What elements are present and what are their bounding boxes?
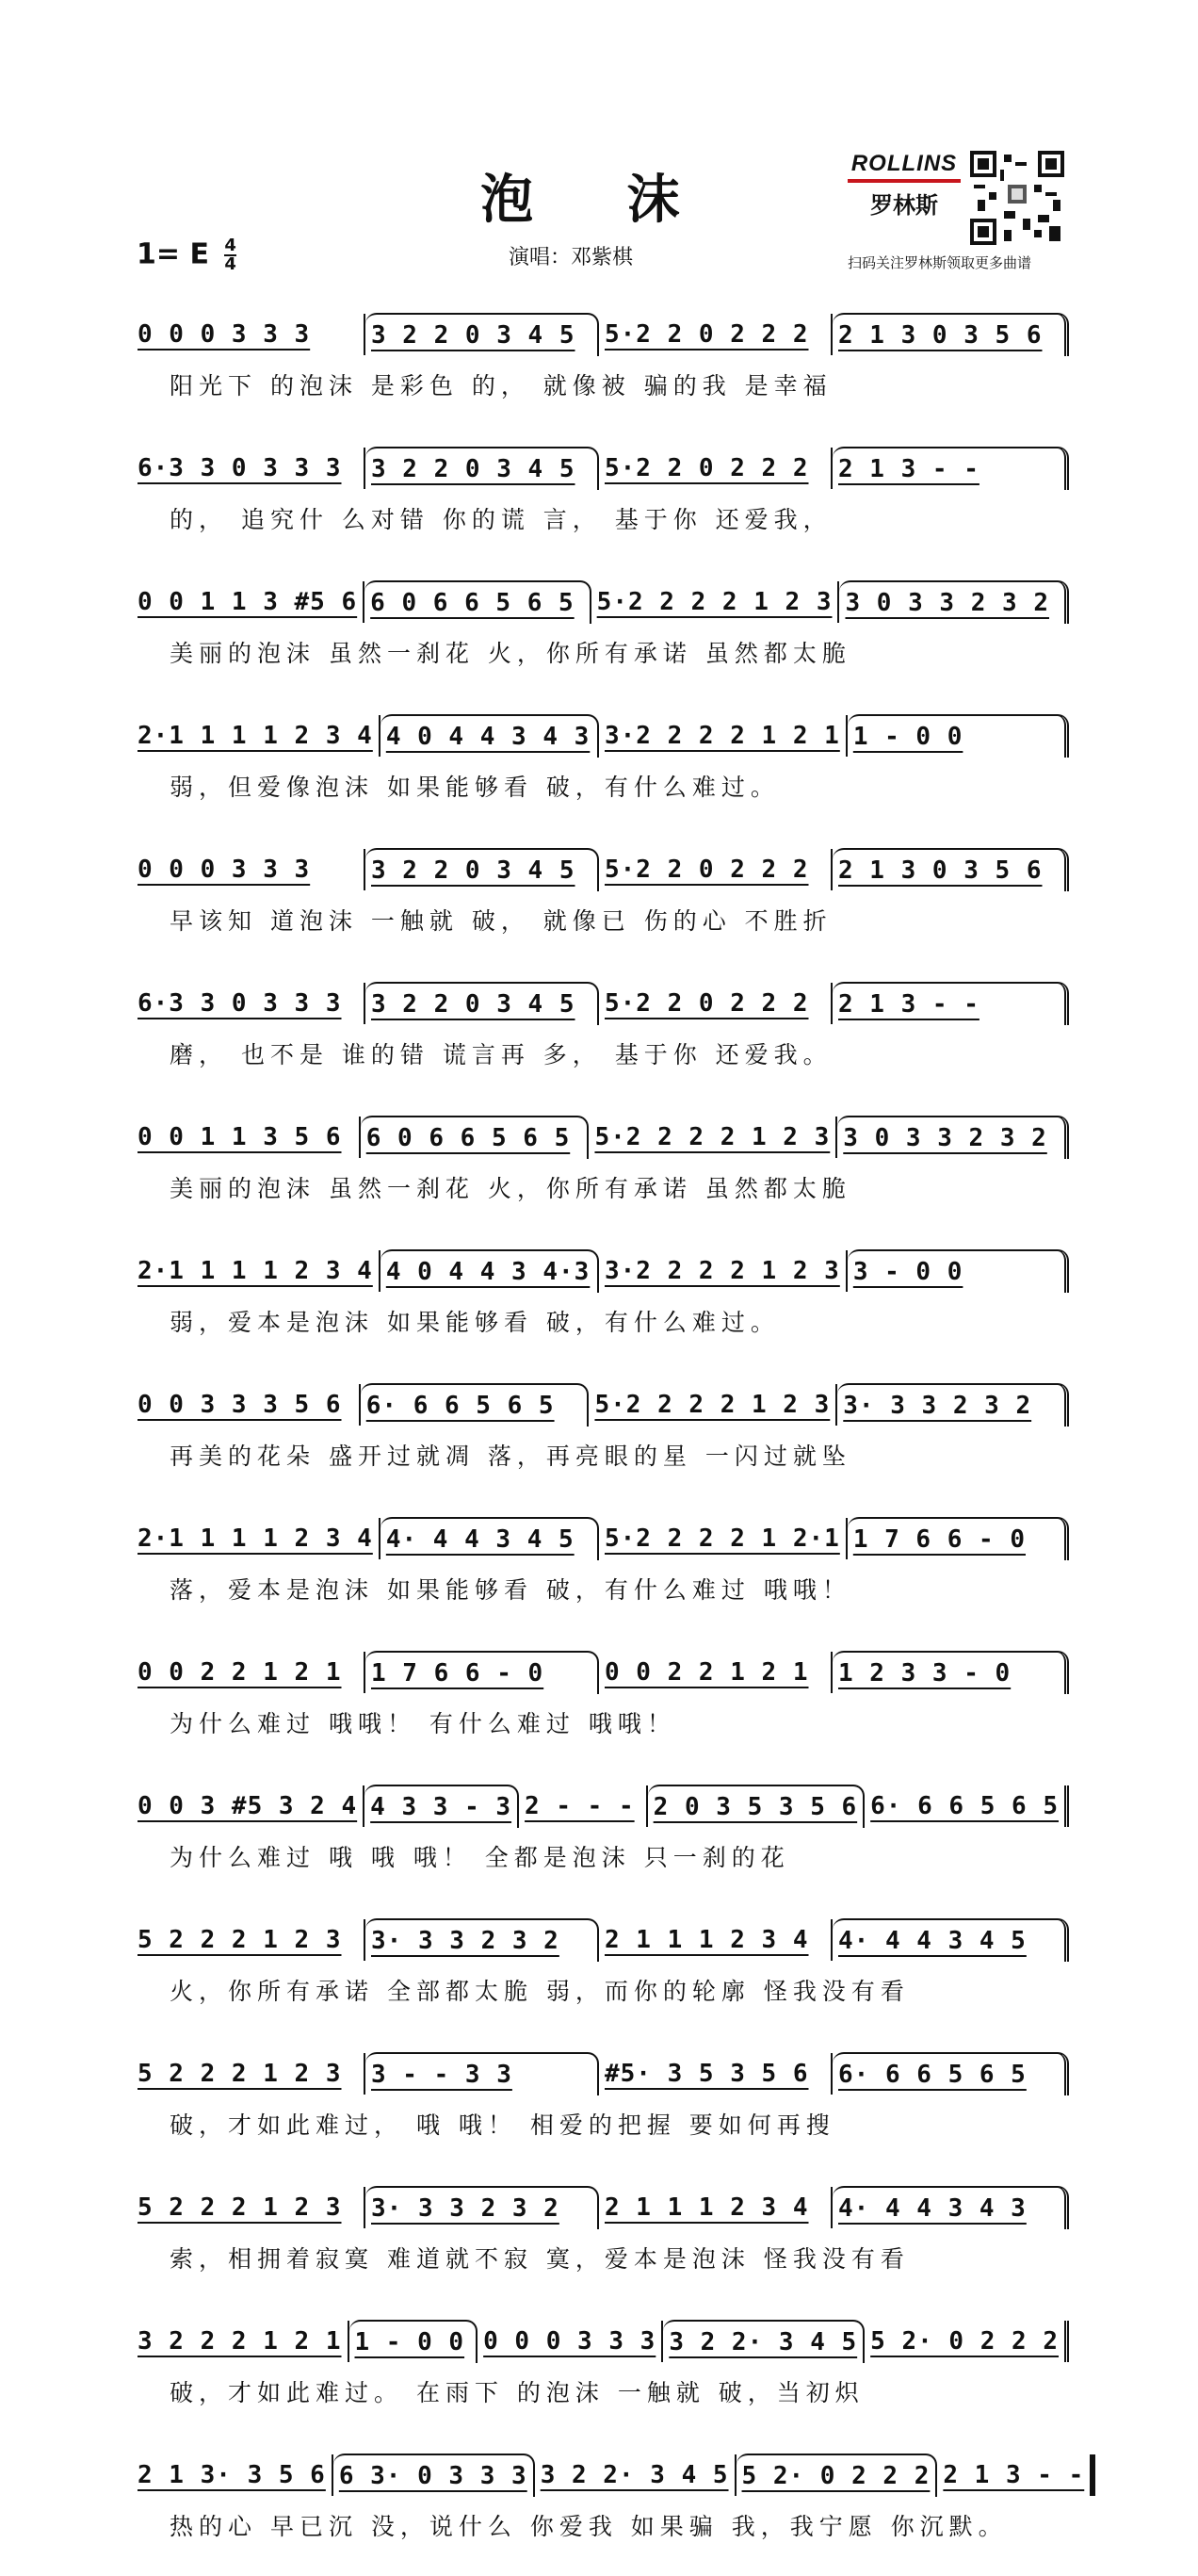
measure: 3 2 2 2 1 2 1 <box>132 2321 349 2362</box>
measure: 3 - 0 0 <box>848 1249 1069 1293</box>
measure: 4· 4 4 3 4 5 <box>380 1517 599 1560</box>
measure: 6 0 6 6 5 6 5 <box>364 580 591 624</box>
measure: 5·2 2 2 2 1 2 3 <box>589 1117 837 1158</box>
measure: 5·2 2 2 2 1 2·1 <box>599 1518 848 1559</box>
measure: 0 0 0 3 3 3 <box>132 849 365 890</box>
score-row <box>132 2442 1085 2576</box>
measure: 6·3 3 0 3 3 3 <box>132 448 365 489</box>
measure: 6 0 6 6 5 6 5 <box>361 1116 590 1159</box>
measure: 0 0 0 3 3 3 <box>478 2321 663 2362</box>
notes-line <box>132 2050 1069 2097</box>
measure: 3 - - 3 3 <box>365 2052 599 2095</box>
measure: 3 2 2· 3 4 5 <box>535 2454 737 2496</box>
measure: 3· 3 3 2 3 2 <box>365 1918 599 1962</box>
measure: 0 0 3 3 3 5 6 <box>132 1384 361 1426</box>
score-row <box>132 1372 1069 1506</box>
promo-caption: 扫码关注罗林斯领取更多曲谱 <box>848 254 1032 271</box>
lyric-line: 落，爱本是泡沫 如果能够看 破，有什么难过 哦哦！ <box>170 1576 851 1604</box>
lyric-line: 为什么难过 哦哦！ 有什么难过 哦哦！ <box>170 1710 676 1737</box>
notes-line <box>132 2452 1085 2499</box>
lyric-line: 破，才如此难过。 在雨下 的泡沫 一触就 破，当初炽 <box>170 2379 865 2406</box>
measure: 5·2 2 0 2 2 2 <box>599 983 833 1024</box>
measure: 2 1 3 0 3 5 6 <box>833 848 1069 891</box>
score-row <box>132 2175 1069 2308</box>
page-title: 泡 沫 <box>480 169 718 231</box>
measure: 0 0 2 2 1 2 1 <box>132 1652 365 1693</box>
lyric-line: 阳光下 的泡沫 是彩色 的， 就像被 骗的我 是幸福 <box>170 372 833 399</box>
lyric-line: 磨， 也不是 谁的错 谎言再 多， 基于你 还爱我。 <box>170 1041 833 1068</box>
score-row <box>132 1238 1069 1372</box>
lyric-line: 美丽的泡沫 虽然一刹花 火，你所有承诺 虽然都太脆 <box>170 640 851 667</box>
notes-line <box>132 1916 1069 1964</box>
notes-line <box>132 1381 1069 1428</box>
notes-line <box>132 1247 1069 1295</box>
measure: 2 1 3· 3 5 6 <box>132 2454 333 2496</box>
measure: 4 0 4 4 3 4·3 <box>380 1249 599 1293</box>
score-row <box>132 1773 1069 1907</box>
measure: 5·2 2 0 2 2 2 <box>599 314 833 355</box>
measure: 3 2 2 0 3 4 5 <box>365 982 599 1025</box>
measure: 3 2 2 0 3 4 5 <box>365 447 599 490</box>
measure: 1 2 3 3 - 0 <box>833 1651 1069 1694</box>
measure: 4· 4 4 3 4 3 <box>833 2186 1069 2229</box>
measure: 3 2 2 0 3 4 5 <box>365 313 599 356</box>
lyric-line: 再美的花朵 盛开过就凋 落，再亮眼的星 一闪过就坠 <box>170 1443 851 1470</box>
score-row <box>132 302 1069 435</box>
measure: 6· 6 6 5 6 5 <box>833 2052 1069 2095</box>
notes-line <box>132 712 1069 759</box>
logo-wordmark: ROLLINS <box>848 151 961 183</box>
measure: 2 1 3 - - <box>833 982 1069 1025</box>
notes-line <box>132 1783 1069 1830</box>
measure: 5 2 2 2 1 2 3 <box>132 1919 365 1961</box>
notes-line <box>132 445 1069 492</box>
singer-credit: 演唱：邓紫棋 <box>509 246 634 269</box>
key-signature <box>137 237 236 273</box>
measure: 1 - 0 0 <box>349 2320 478 2363</box>
measure: 1 7 6 6 - 0 <box>848 1517 1069 1560</box>
measure: 3 2 2 0 3 4 5 <box>365 848 599 891</box>
measure: 2 1 3 - - <box>937 2454 1095 2496</box>
measure: 6· 6 6 5 6 5 <box>361 1383 590 1427</box>
measure: 3 0 3 3 2 3 2 <box>837 1116 1069 1159</box>
lyric-line: 弱，爱本是泡沫 如果能够看 破，有什么难过。 <box>170 1309 780 1336</box>
score-row <box>132 703 1069 837</box>
measure: 4 0 4 4 3 4 3 <box>380 714 599 758</box>
measure: 5·2 2 2 2 1 2 3 <box>591 581 840 623</box>
notes-line <box>132 1515 1069 1562</box>
measure: 5·2 2 0 2 2 2 <box>599 849 833 890</box>
measure: 2 0 3 5 3 5 6 <box>648 1785 866 1828</box>
notes-line <box>132 1114 1069 1161</box>
measure: 5 2· 0 2 2 2 <box>865 2321 1069 2362</box>
score-row <box>132 435 1069 569</box>
measure: 1 7 6 6 - 0 <box>365 1651 599 1694</box>
notes-line <box>132 2184 1069 2231</box>
measure: 2·1 1 1 1 2 3 4 <box>132 1250 380 1292</box>
lyric-line: 火，你所有承诺 全部都太脆 弱，而你的轮廓 怪我没有看 <box>170 1978 910 2005</box>
notes-line <box>132 2318 1069 2365</box>
measure: 6 3· 0 3 3 3 <box>333 2454 535 2497</box>
time-numerator: 4 <box>224 236 236 255</box>
measure: 2·1 1 1 1 2 3 4 <box>132 715 380 757</box>
lyric-line: 弱，但爱像泡沫 如果能够看 破，有什么难过。 <box>170 774 780 801</box>
score-row <box>132 1104 1069 1238</box>
lyric-line: 破，才如此难过， 哦 哦！ 相爱的把握 要如何再搜 <box>170 2111 835 2139</box>
logo-chinese-name: 罗林斯 <box>870 192 938 219</box>
measure: 5 2· 0 2 2 2 <box>737 2454 938 2497</box>
measure: 3· 3 3 2 3 2 <box>837 1383 1069 1427</box>
lyric-line: 早该知 道泡沫 一触就 破， 就像已 伤的心 不胜折 <box>170 907 833 935</box>
jianpu-score <box>132 302 1085 2576</box>
notes-line <box>132 579 1069 626</box>
measure: 5 2 2 2 1 2 3 <box>132 2187 365 2228</box>
measure: 0 0 0 3 3 3 <box>132 314 365 355</box>
measure: #5· 3 5 3 5 6 <box>599 2053 833 2095</box>
lyric-line: 美丽的泡沫 虽然一刹花 火，你所有承诺 虽然都太脆 <box>170 1175 851 1202</box>
measure: 2·1 1 1 1 2 3 4 <box>132 1518 380 1559</box>
lyric-line: 的， 追究什 么对错 你的谎 言， 基于你 还爱我， <box>170 506 833 533</box>
lyric-line: 热的心 早已沉 没，说什么 你爱我 如果骗 我，我宁愿 你沉默。 <box>170 2513 1008 2540</box>
measure: 3 0 3 3 2 3 2 <box>839 580 1069 624</box>
score-row <box>132 1907 1069 2041</box>
score-row <box>132 2308 1069 2442</box>
measure: 0 0 3 #5 3 2 4 <box>132 1785 364 1827</box>
notes-line <box>132 311 1069 358</box>
measure: 2 1 3 0 3 5 6 <box>833 313 1069 356</box>
measure: 5 2 2 2 1 2 3 <box>132 2053 365 2095</box>
brand-logo <box>848 151 961 220</box>
key-label: 1= E <box>137 237 209 271</box>
score-row <box>132 1639 1069 1773</box>
lyric-line: 为什么难过 哦 哦 哦！ 全都是泡沫 只一刹的花 <box>170 1844 790 1871</box>
score-row <box>132 837 1069 970</box>
lyric-line: 索，相拥着寂寞 难道就不寂 寞，爱本是泡沫 怪我没有看 <box>170 2245 910 2273</box>
notes-line <box>132 846 1069 893</box>
measure: 4· 4 4 3 4 5 <box>833 1918 1069 1962</box>
measure: 0 0 1 1 3 5 6 <box>132 1117 361 1158</box>
score-row <box>132 1506 1069 1639</box>
time-signature <box>224 237 236 273</box>
measure: 2 1 1 1 2 3 4 <box>599 2187 833 2228</box>
score-row <box>132 2041 1069 2175</box>
measure: 2 1 3 - - <box>833 447 1069 490</box>
time-denominator: 4 <box>224 254 236 274</box>
measure: 3 2 2· 3 4 5 <box>663 2320 865 2363</box>
qr-code-icon <box>970 151 1064 245</box>
measure: 2 1 1 1 2 3 4 <box>599 1919 833 1961</box>
measure: 4 3 3 - 3 <box>364 1785 519 1828</box>
measure: 0 0 2 2 1 2 1 <box>599 1652 833 1693</box>
measure: 3·2 2 2 2 1 2 3 <box>599 1250 848 1292</box>
measure: 3· 3 3 2 3 2 <box>365 2186 599 2229</box>
notes-line <box>132 980 1069 1027</box>
measure: 6·3 3 0 3 3 3 <box>132 983 365 1024</box>
measure: 6· 6 6 5 6 5 <box>865 1785 1069 1827</box>
measure: 3·2 2 2 2 1 2 1 <box>599 715 848 757</box>
measure: 2 - - - <box>519 1785 648 1827</box>
measure: 5·2 2 2 2 1 2 3 <box>589 1384 837 1426</box>
measure: 5·2 2 0 2 2 2 <box>599 448 833 489</box>
score-row <box>132 569 1069 703</box>
measure: 0 0 1 1 3 #5 6 <box>132 581 364 623</box>
score-row <box>132 970 1069 1104</box>
notes-line <box>132 1649 1069 1696</box>
measure: 1 - 0 0 <box>848 714 1069 758</box>
